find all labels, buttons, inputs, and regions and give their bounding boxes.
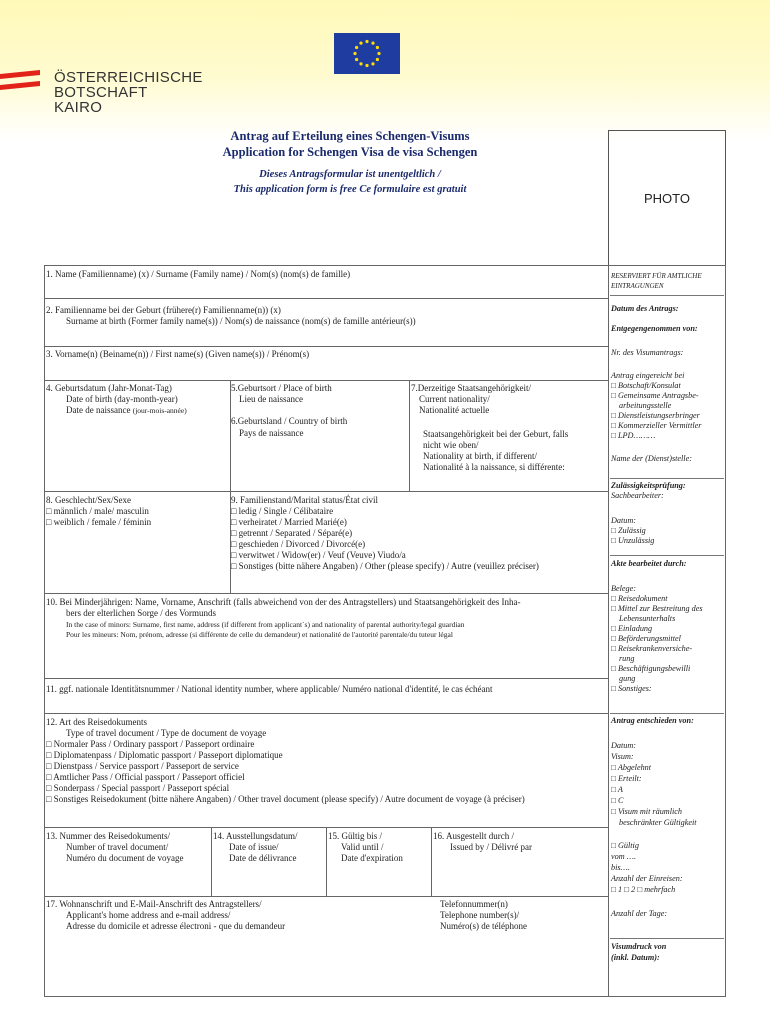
doc-other[interactable]: □ Sonstiges: (611, 684, 652, 693)
checkbox-inadmissible[interactable]: □ Unzulässig (611, 536, 655, 545)
field-16-label-en-fr: Issued by / Délivré par (450, 842, 532, 852)
field-1-surname[interactable]: 1. Name (Familienname) (x) / Surname (Family name) / Nom(s) (nom(s) de famille) (46, 269, 351, 279)
field-7-nationality-at-birth-en: Nationality at birth, if different/ (423, 451, 538, 461)
clerk: Sachbearbeiter: (611, 491, 664, 500)
date-admissibility: Datum: (611, 516, 637, 525)
checkbox-official-passport[interactable]: □ Amtlicher Pass / Official passport / Passeport officiel (46, 772, 245, 782)
valid-until: bis…. (611, 863, 630, 872)
field-2-surname-at-birth[interactable]: 2. Familienname bei der Geburt (frühere(r) Familienname(n)) (x) (46, 305, 281, 315)
submitted-embassy[interactable]: □ Botschaft/Konsulat (611, 381, 681, 390)
field-17-telephone-fr: Numéro(s) de téléphone (440, 921, 527, 931)
checkbox-issued[interactable]: □ Erteilt: (611, 774, 642, 783)
number-of-days: Anzahl der Tage: (611, 909, 668, 918)
doc-invitation[interactable]: □ Einladung (611, 624, 653, 633)
submitted-commercial-intermediary[interactable]: □ Kommerzieller Vermittler (611, 421, 702, 430)
field-13-label-en: Number of travel document/ (66, 842, 169, 852)
submitted-at: Antrag eingereicht bei (611, 371, 685, 380)
decided-by: Antrag entschieden von: (611, 716, 694, 725)
form-subtitle: Dieses Antragsformular ist unentgeltlich / (259, 169, 441, 180)
field-17-label-en: Applicant's home address and e-mail address/ (66, 910, 231, 920)
checkbox-diplomatic-passport[interactable]: □ Diplomatenpass / Diplomatic passport / Passeport diplomatique (46, 750, 283, 760)
checkbox-widowed[interactable]: □ verwitwet / Widow(er) / Veuf (Veuve) Viudo/a (231, 550, 406, 560)
supporting-documents: Belege: (611, 584, 636, 593)
field-17-home-address[interactable]: 17. Wohnanschrift und E-Mail-Anschrift des Antragstellers/ (46, 899, 262, 909)
checkbox-valid[interactable]: □ Gültig (611, 841, 639, 850)
field-14-label-fr: Date de délivrance (229, 853, 297, 863)
field-6-label-fr: Pays de naissance (239, 428, 304, 438)
date-decision: Datum: (611, 741, 637, 750)
doc-work-permit-l2: gung (619, 674, 636, 683)
field-4-label-fr: Date de naissance (jour-mois-année) (66, 405, 187, 415)
visa-sticker-date: (inkl. Datum): (611, 953, 660, 962)
doc-travel-insurance[interactable]: □ Reisekrankenversiche- (611, 644, 693, 653)
field-4-format-hint: (jour-mois-année) (132, 406, 187, 415)
submitted-service-provider[interactable]: □ Dienstleistungserbringer (611, 411, 700, 420)
received-by: Entgegengenommen von: (611, 324, 698, 333)
field-7-nationality-at-birth[interactable]: Staatsangehörigkeit bei der Geburt, falls (423, 429, 569, 439)
entries-options[interactable]: □ 1 □ 2 □ mehrfach (611, 885, 676, 894)
field-10-guardian[interactable]: 10. Bei Minderjährigen: Name, Vorname, Anschrift (falls abweichend von der des Antragstellers) und Staatsangehörigkeit des Inha- (46, 597, 521, 607)
service-name: Name der (Dienst)stelle: (611, 454, 692, 463)
field-4-date-of-birth[interactable]: 4. Geburtsdatum (Jahr-Monat-Tag) (46, 383, 172, 393)
doc-means-of-transport[interactable]: □ Beförderungsmittel (611, 634, 681, 643)
reserved-heading-l2: EINTRAGUNGEN (611, 282, 664, 290)
field-2-surname-at-birth-translation: Surname at birth (Former family name(s)) / Nom(s) de naissance (nom(s) de famille antérieur(s)) (66, 316, 416, 326)
visa-label: Visum: (611, 752, 634, 761)
field-12-travel-document-type: 12. Art des Reisedokuments (46, 717, 147, 727)
checkbox-admissible[interactable]: □ Zulässig (611, 526, 646, 535)
field-8-sex: 8. Geschlecht/Sex/Sexe (46, 495, 131, 505)
form-subtitle-translation: This application form is free Ce formulaire est gratuit (233, 184, 467, 195)
submitted-lpd[interactable]: □ LPD……… (611, 431, 656, 440)
field-7-label-en: Current nationality/ (419, 394, 490, 404)
checkbox-ordinary-passport[interactable]: □ Normaler Pass / Ordinary passport / Passeport ordinaire (46, 739, 255, 749)
reserved-heading: RESERVIERT FÜR AMTLICHE (611, 272, 702, 280)
visa-application-number: Nr. des Visumantrags: (611, 348, 684, 357)
field-17-telephone-en: Telephone number(s)/ (440, 910, 520, 920)
field-15-label-en: Valid until / (341, 842, 384, 852)
valid-from: vom …. (611, 852, 637, 861)
field-9-marital-status: 9. Familienstand/Marital status/État civil (231, 495, 378, 505)
photo-box[interactable] (608, 130, 726, 266)
checkbox-female[interactable]: □ weiblich / female / féminin (46, 517, 152, 527)
checkbox-type-a[interactable]: □ A (611, 785, 623, 794)
embassy-name: ÖSTERREICHISCHE BOTSCHAFT KAIRO (54, 69, 203, 116)
checkbox-limited-validity[interactable]: □ Visum mit räumlich (611, 807, 682, 816)
field-10-guardian-fr: Pour les mineurs: Nom, prénom, adresse (si différente de celle du demandeur) et nationalité de l'autorité parentale/du tuteur légal (66, 630, 453, 639)
doc-means-of-subsistence[interactable]: □ Mittel zur Bestreitung des (611, 604, 703, 613)
field-7-nationality-at-birth-fr: Nationalité à la naissance, si différente: (423, 462, 565, 472)
file-processed-by: Akte bearbeitet durch: (611, 559, 687, 568)
doc-travel-insurance-l2: rung (619, 654, 635, 663)
field-3-first-names[interactable]: 3. Vorname(n) (Beiname(n)) / First name(s) (Given name(s)) / Prénom(s) (46, 349, 310, 359)
checkbox-divorced[interactable]: □ geschieden / Divorced / Divorcé(e) (231, 539, 366, 549)
field-14-date-of-issue[interactable]: 14. Ausstellungsdatum/ (213, 831, 298, 841)
submitted-common-center-l2: arbeitungsstelle (619, 401, 672, 410)
field-15-valid-until[interactable]: 15. Gültig bis / (328, 831, 383, 841)
doc-travel-document[interactable]: □ Reisedokument (611, 594, 668, 603)
official-use-sidebar (608, 265, 726, 997)
checkbox-married[interactable]: □ verheiratet / Married Marié(e) (231, 517, 347, 527)
field-7-current-nationality[interactable]: 7.Derzeitige Staatsangehörigkeit/ (411, 383, 531, 393)
visa-sticker-printed-by: Visumdruck von (611, 942, 667, 951)
limited-validity-l2: beschränkter Gültigkeit (619, 818, 697, 827)
austria-emblem-icon (0, 70, 44, 92)
checkbox-other-status[interactable]: □ Sonstiges (bitte nähere Angaben) / Other (please specify) / Autre (veuillez préciser) (231, 561, 539, 571)
doc-means-of-subsistence-l2: Lebensunterhalts (619, 614, 676, 623)
application-form (44, 265, 608, 997)
field-17-label-fr: Adresse du domicile et adresse électroni - que du demandeur (66, 921, 286, 931)
eu-flag-icon (334, 33, 400, 74)
field-10-guardian-l2: bers der elterlichen Sorge / des Vormunds (66, 608, 216, 618)
field-16-issued-by[interactable]: 16. Ausgestellt durch / (433, 831, 514, 841)
field-14-label-en: Date of issue/ (229, 842, 279, 852)
field-6-country-of-birth[interactable]: 6.Geburtsland / Country of birth (231, 416, 348, 426)
field-4-label-en: Date of birth (day-month-year) (66, 394, 178, 404)
field-13-label-fr: Numéro du document de voyage (66, 853, 184, 863)
form-title-translation: Application for Schengen Visa de visa Schengen (222, 145, 478, 159)
checkbox-other-document[interactable]: □ Sonstiges Reisedokument (bitte nähere Angaben) / Other travel document (please specify) / Autre document de voyage (à préciser) (46, 794, 525, 804)
field-17-telephone[interactable]: Telefonnummer(n) (440, 899, 508, 909)
checkbox-single[interactable]: □ ledig / Single / Célibataire (231, 506, 334, 516)
submitted-common-center[interactable]: □ Gemeinsame Antragsbe- (611, 391, 699, 400)
field-5-label-fr: Lieu de naissance (239, 394, 303, 404)
field-7-label-fr: Nationalité actuelle (419, 405, 490, 415)
admissibility-check: Zulässigkeitsprüfung: (611, 481, 686, 490)
number-of-entries: Anzahl der Einreisen: (611, 874, 683, 883)
field-15-label-fr: Date d'expiration (341, 853, 403, 863)
doc-work-permit[interactable]: □ Beschäftigungsbewilli (611, 664, 691, 673)
field-12-label-en-fr: Type of travel document / Type de document de voyage (66, 728, 267, 738)
field-5-place-of-birth[interactable]: 5.Geburtsort / Place of birth (231, 383, 332, 393)
field-11-national-id[interactable]: 11. ggf. nationale Identitätsnummer / National identity number, where applicable/ Numéro national d'identité, le cas échéant (46, 684, 493, 694)
checkbox-special-passport[interactable]: □ Sonderpass / Special passport / Passeport spécial (46, 783, 230, 793)
checkbox-separated[interactable]: □ getrennt / Separated / Séparé(e) (231, 528, 353, 538)
field-7-nationality-at-birth-l2: nicht wie oben/ (423, 440, 479, 450)
checkbox-service-passport[interactable]: □ Dienstpass / Service passport / Passeport de service (46, 761, 239, 771)
photo-label: PHOTO (644, 190, 690, 206)
checkbox-refused[interactable]: □ Abgelehnt (611, 763, 652, 772)
checkbox-male[interactable]: □ männlich / male/ masculin (46, 506, 149, 516)
field-10-guardian-en: In the case of minors: Surname, first name, address (if different from applicant´s) and nationality of parental authority/legal guardian (66, 620, 465, 629)
form-title: Antrag auf Erteilung eines Schengen-Visums (230, 129, 470, 143)
checkbox-type-c[interactable]: □ C (611, 796, 624, 805)
field-13-document-number[interactable]: 13. Nummer des Reisedokuments/ (46, 831, 170, 841)
date-of-application: Datum des Antrags: (611, 304, 679, 313)
